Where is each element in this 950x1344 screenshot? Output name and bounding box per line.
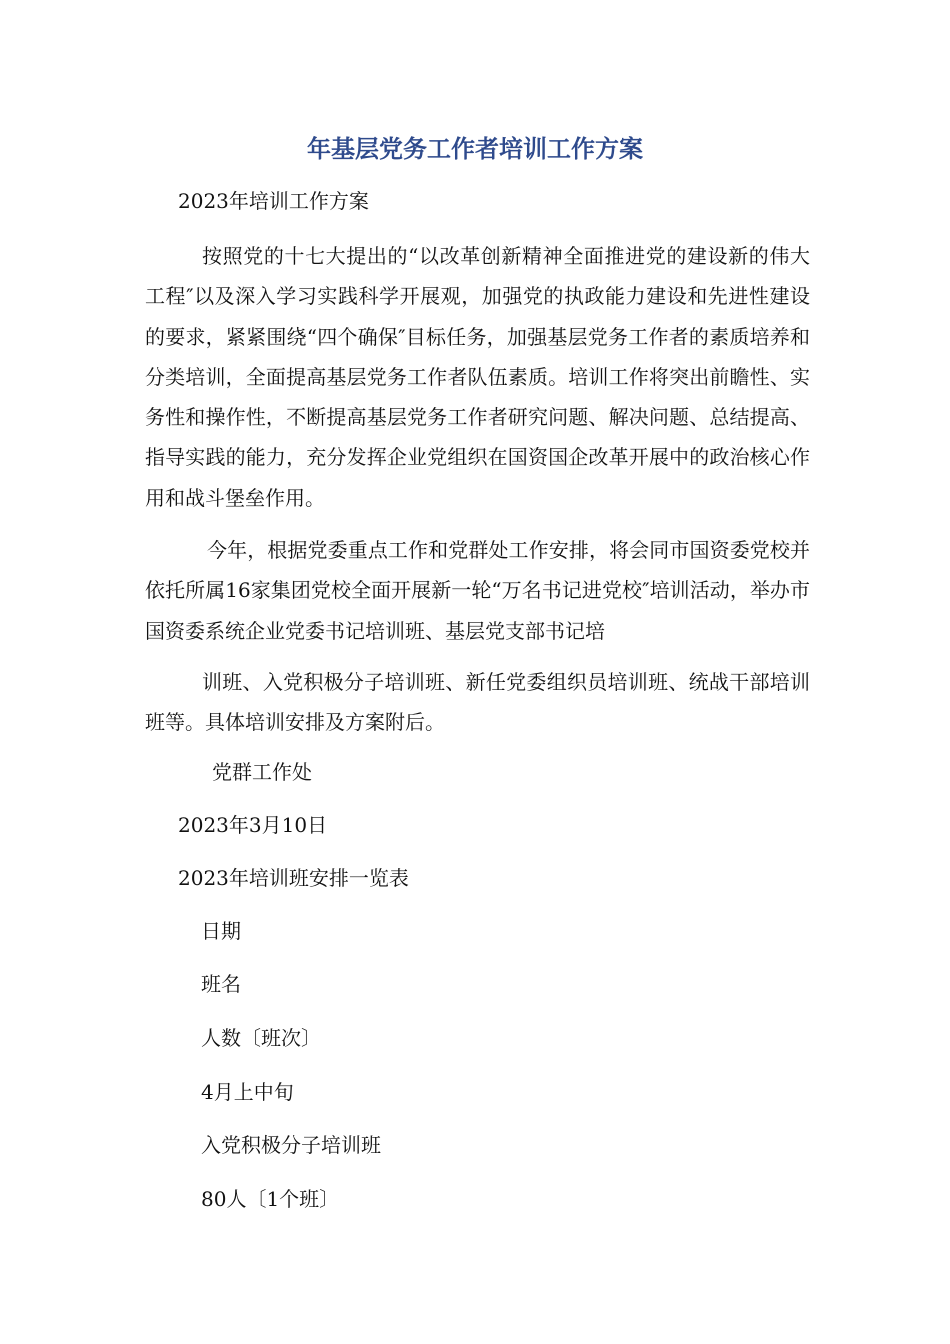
- table-header-date: 日期: [201, 919, 241, 943]
- body-paragraph: 今年，根据党委重点工作和党群处工作安排，将会同市国资委党校并依托所属16家集团党校全面开展新一轮“万名书记进党校″培训活动，举办市国资委系统企业党委书记培训班、基层党支部书记培: [145, 538, 810, 643]
- signature: 党群工作处: [212, 760, 312, 784]
- body-paragraph: 按照党的十七大提出的“以改革创新精神全面推进党的建设新的伟大工程″以及深入学习实践科学开展观，加强党的执政能力建设和先进性建设的要求，紧紧围绕“四个确保″目标任务，加强基层党务工作者的素质培养和分类培训，全面提高基层党务工作者队伍素质。培训工作将突出前瞻性、实务性和操作性，不断提高基层党务工作者研究问题、解决问题、总结提高、指导实践的能力，充分发挥企业党组织在国资国企改革开展中的政治核心作用和战斗堡垒作用。: [145, 244, 810, 510]
- document-date: 2023年3月10日: [178, 813, 328, 837]
- table-title: 2023年培训班安排一览表: [178, 866, 409, 890]
- table-cell-class-name: 入党积极分子培训班: [201, 1133, 381, 1157]
- table-cell-headcount: 80人〔1个班〕: [201, 1187, 340, 1211]
- table-header-headcount: 人数〔班次〕: [201, 1026, 321, 1050]
- table-header-class-name: 班名: [201, 972, 241, 996]
- document-subtitle: 2023年培训工作方案: [178, 189, 369, 213]
- table-cell-date: 4月上中旬: [201, 1080, 294, 1104]
- body-paragraph: 训班、入党积极分子培训班、新任党委组织员培训班、统战干部培训班等。具体培训安排及方案附后。: [145, 670, 810, 735]
- document-title: 年基层党务工作者培训工作方案: [307, 135, 643, 163]
